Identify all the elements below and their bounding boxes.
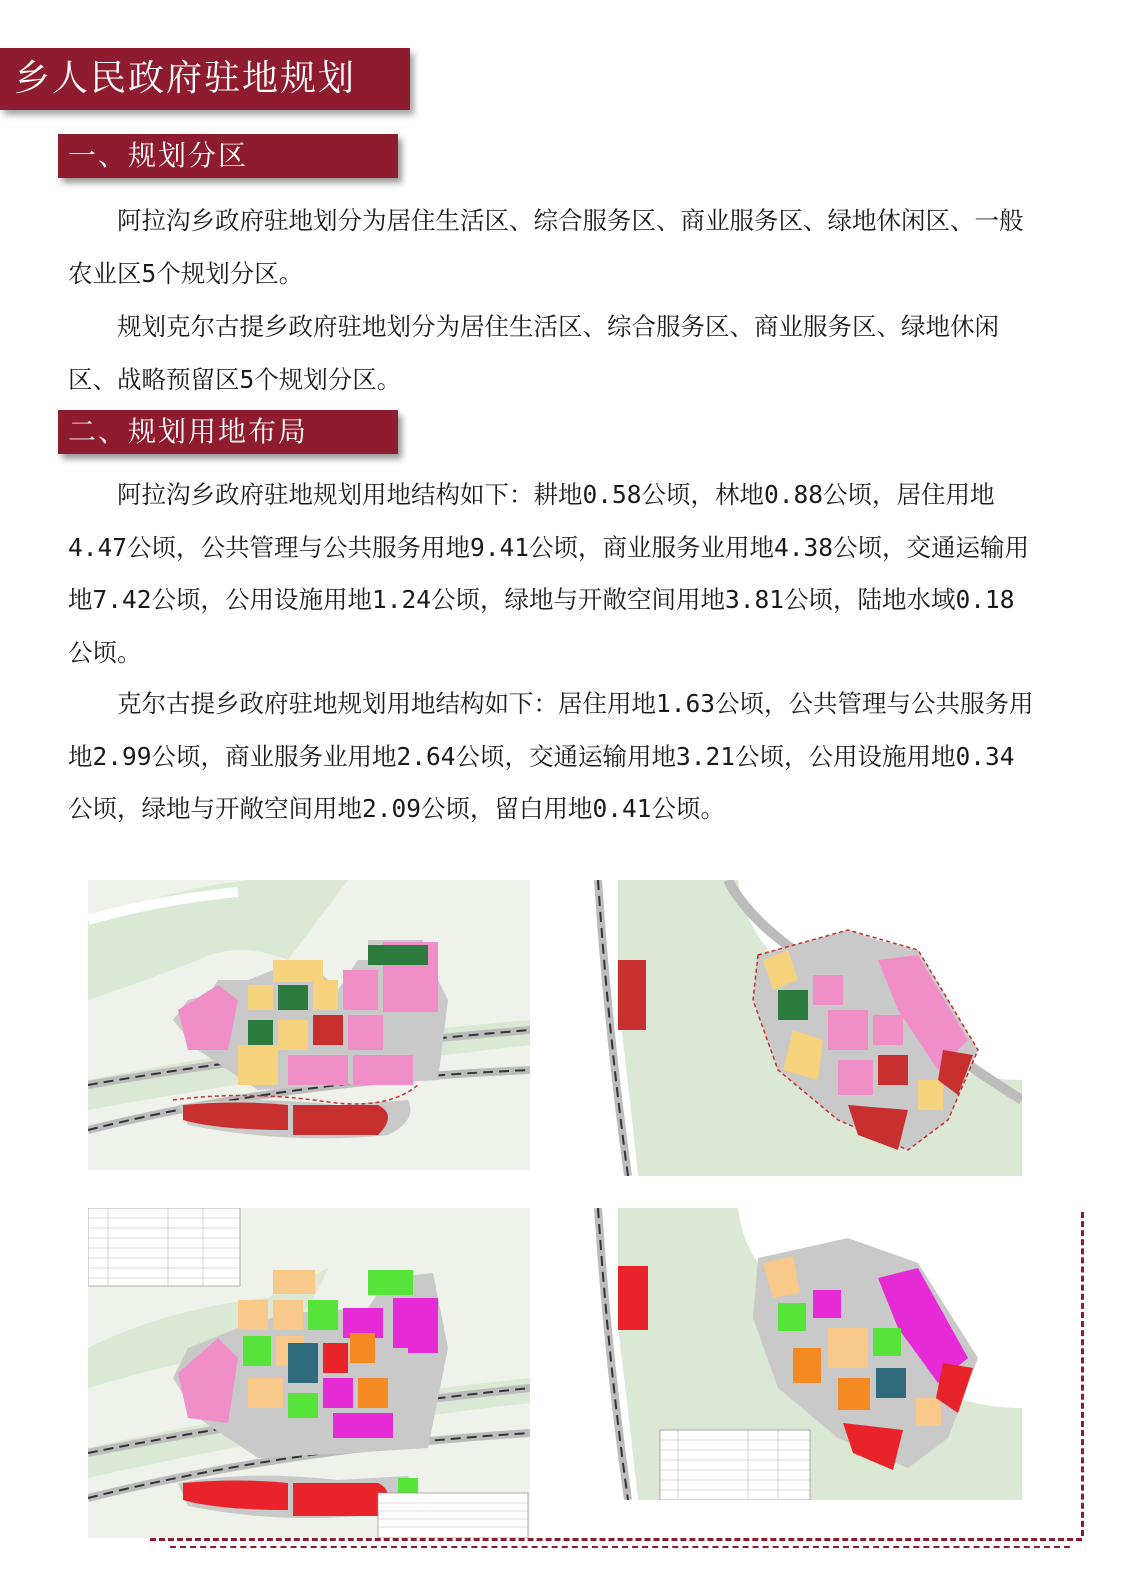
alagou-landuse-map: [88, 880, 530, 1170]
paragraph-keerguti-zoning: 规划克尔古提乡政府驻地划分为居住生活区、综合服务区、商业服务区、绿地休闲区、战略预留区5个规划分区。: [68, 312, 999, 394]
section-heading-zoning: 一、规划分区: [58, 134, 398, 178]
page-title: 乡人民政府驻地规划: [0, 48, 410, 110]
paragraph-keerguti-landuse: 克尔古提乡政府驻地规划用地结构如下：居住用地1.63公顷，公共管理与公共服务用地2.99公顷，商业服务业用地2.64公顷，交通运输用地3.21公顷，公用设施用地0.34公顷，绿地与开敞空间用地2.09公顷，留白用地0.41公顷。: [68, 689, 1034, 823]
decorative-dashed-border-bottom-inner: [170, 1546, 1070, 1548]
decorative-dashed-border-right: [1071, 1212, 1084, 1536]
alagou-plot-detail-map: [88, 1208, 530, 1538]
decorative-dashed-border-bottom: [150, 1538, 1082, 1541]
paragraph-alagou-landuse: 阿拉沟乡政府驻地规划用地结构如下：耕地0.58公顷，林地0.88公顷，居住用地4.47公顷，公共管理与公共服务用地9.41公顷，商业服务业用地4.38公顷，交通运输用地7.42公顷，公用设施用地1.24公顷，绿地与开敞空间用地3.81公顷，陆地水域0.18公顷。: [68, 480, 1029, 667]
paragraph-alagou-zoning: 阿拉沟乡政府驻地划分为居住生活区、综合服务区、商业服务区、绿地休闲区、一般农业区5个规划分区。: [68, 206, 1024, 288]
keerguti-plot-detail-map: [578, 1208, 1022, 1500]
section-heading-landuse: 二、规划用地布局: [58, 410, 398, 454]
keerguti-landuse-map: [578, 880, 1022, 1176]
